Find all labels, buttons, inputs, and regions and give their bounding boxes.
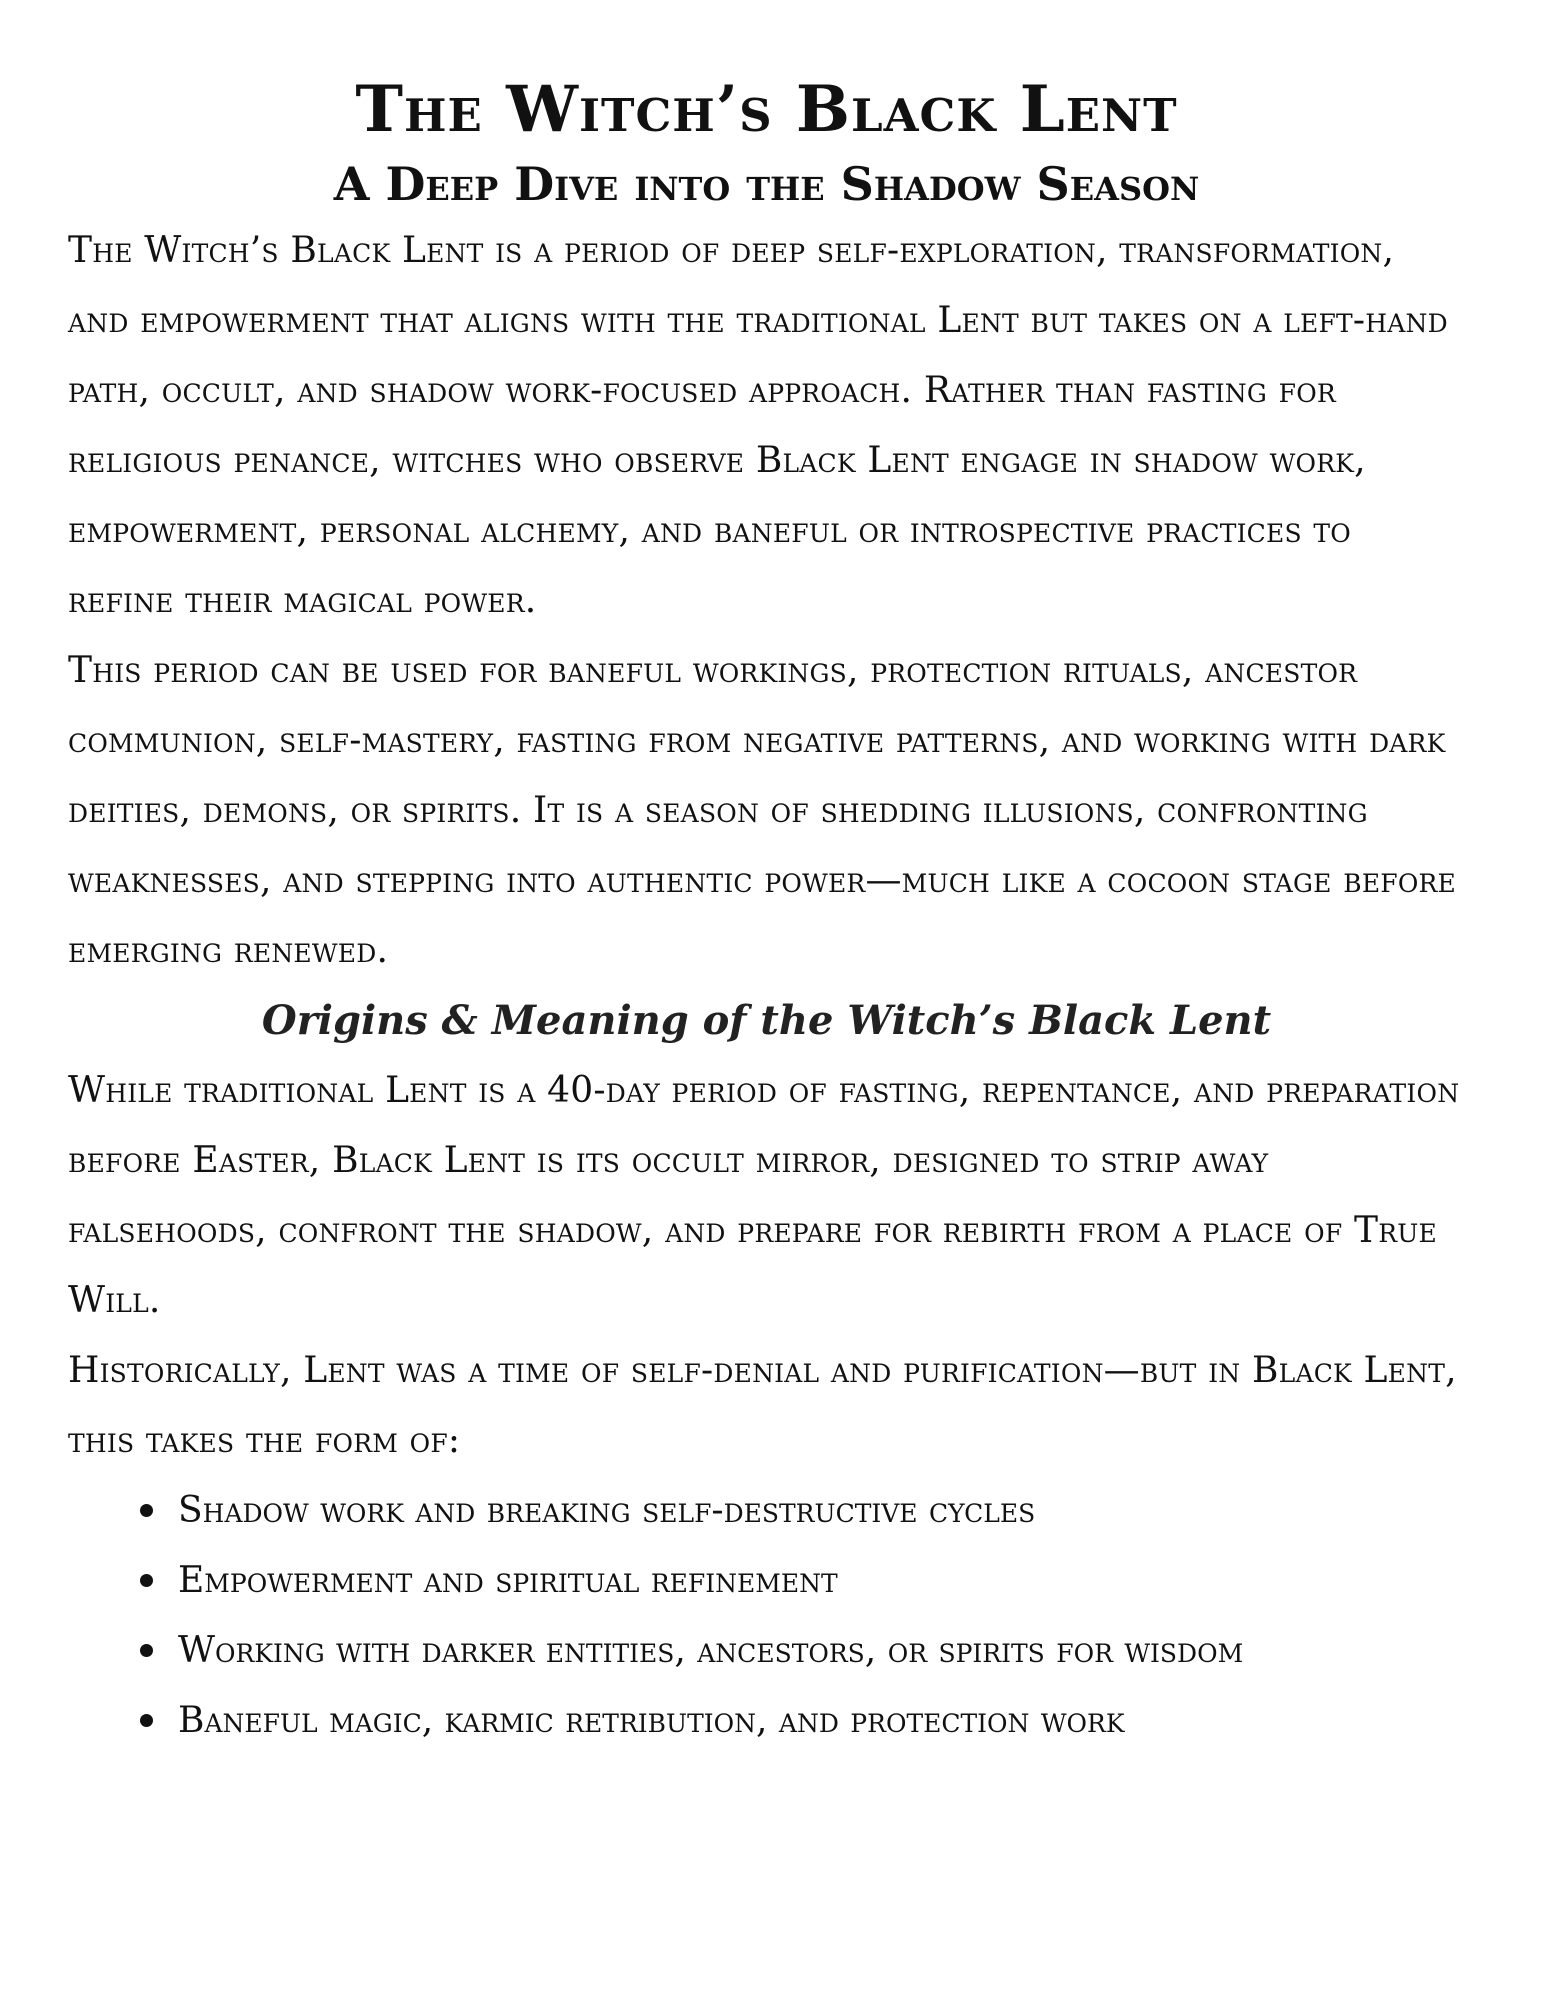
bullet-icon bbox=[140, 1644, 153, 1657]
list-item bbox=[140, 1616, 1465, 1686]
list-item bbox=[140, 1546, 1465, 1616]
section-paragraph: Historically, Lent was a time of self-denial and purification—but in Black Lent, this takes the form of: bbox=[68, 1350, 1457, 1461]
list-item-text: Baneful magic, karmic retribution, and protection work bbox=[178, 1700, 1125, 1741]
list-item-text: Shadow work and breaking self-destructive cycles bbox=[178, 1490, 1036, 1531]
intro-paragraph: The Witch’s Black Lent is a period of deep self-exploration, transformation, and empowerment that aligns with the traditional Lent but takes on a left-hand path, occult, and shadow work-focused approach. Rather than fasting for religious penance, witches who observe Black Lent engage in shadow work, empowerment, personal alchemy, and baneful or introspective practices to refine their magical power. bbox=[68, 230, 1448, 621]
forms-list bbox=[68, 1476, 1465, 1756]
page-title: The Witch’s Black Lent bbox=[355, 72, 1178, 147]
bullet-icon bbox=[140, 1574, 153, 1587]
list-item-text: Working with darker entities, ancestors, or spirits for wisdom bbox=[178, 1630, 1244, 1671]
section-heading: Origins & Meaning of the Witch’s Black Lent bbox=[261, 997, 1272, 1044]
page-subtitle: A Deep Dive into the Shadow Season bbox=[333, 157, 1200, 211]
bullet-icon bbox=[140, 1504, 153, 1517]
section-paragraph: While traditional Lent is a 40-day period of fasting, repentance, and preparation before Easter, Black Lent is its occult mirror, designed to strip away falsehoods, confront the shadow, and prepare for rebirth from a place of True Will. bbox=[68, 1070, 1460, 1321]
list-item bbox=[140, 1686, 1465, 1756]
list-item-text: Empowerment and spiritual refinement bbox=[178, 1560, 838, 1601]
intro-paragraph: This period can be used for baneful workings, protection rituals, ancestor communion, self-mastery, fasting from negative patterns, and working with dark deities, demons, or spirits. It is a season of shedding illusions, confronting weaknesses, and stepping into authentic power—much like a cocoon stage before emerging renewed. bbox=[68, 650, 1456, 971]
bullet-icon bbox=[140, 1714, 153, 1727]
list-item bbox=[140, 1476, 1465, 1546]
